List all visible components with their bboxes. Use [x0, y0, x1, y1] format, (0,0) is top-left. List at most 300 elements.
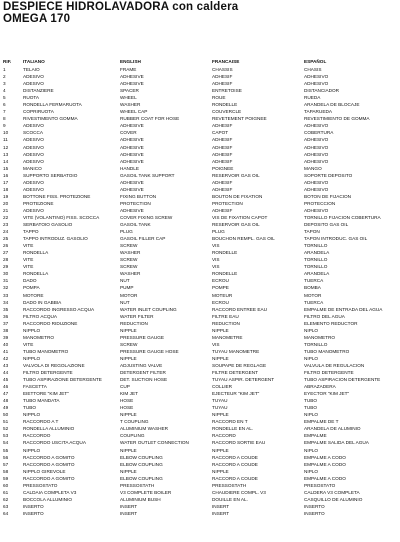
cell-italian: DADO	[23, 278, 37, 284]
table-header-row	[3, 57, 397, 66]
cell-english: NIPPLE	[120, 327, 137, 333]
cell-french: TUYAU ASPIR. DETERGENT	[212, 377, 275, 383]
cell-ref: 48	[3, 398, 9, 404]
cell-italian: PRESSOSTATO	[23, 482, 58, 488]
cell-english: INSERT	[120, 503, 138, 509]
cell-ref: 11	[3, 137, 8, 143]
cell-ref: 24	[3, 229, 9, 235]
cell-ref: 4	[3, 88, 6, 94]
cell-spanish: EMPALME DE T	[304, 419, 339, 425]
cell-ref: 23	[3, 222, 9, 228]
cell-english: ADHESIVE	[120, 74, 144, 80]
cell-ref: 47	[3, 391, 9, 397]
cell-english: ADJUSTING VALVE	[120, 362, 163, 368]
cell-ref: 39	[3, 334, 9, 340]
cell-italian: SUPPORTO SERBATOIO	[23, 172, 78, 178]
cell-french: ADHESIF	[212, 123, 233, 129]
cell-french: REVETEMENT POIGNEE	[212, 116, 267, 122]
cell-english: GASOIL TANK SUPPORT	[120, 172, 175, 178]
cell-italian: VITE	[23, 341, 34, 347]
column-header-french: FRANCAISE	[212, 59, 240, 64]
table-row	[3, 263, 397, 270]
cell-french: PRESSOSTATH	[212, 482, 247, 488]
cell-ref: 22	[3, 214, 9, 220]
cell-english: ELBOW COUPLING	[120, 475, 163, 481]
cell-french: VIS	[212, 243, 220, 249]
cell-ref: 25	[3, 236, 9, 242]
model-name: OMEGA 170	[3, 13, 71, 25]
cell-italian: VITE	[23, 257, 34, 263]
cell-english: WATER FILTER	[120, 313, 154, 319]
cell-spanish: NIPLO	[304, 468, 319, 474]
table-row	[3, 207, 397, 214]
cell-french: TUYAU	[212, 398, 228, 404]
cell-english: HOSE	[120, 405, 134, 411]
cell-ref: 52	[3, 426, 9, 432]
table-row	[3, 221, 397, 228]
cell-spanish: NIPLO	[304, 355, 319, 361]
cell-italian: BOTTONE FISS. PROTEZIONE	[23, 193, 91, 199]
cell-ref: 61	[3, 489, 9, 495]
cell-spanish: DISTANCIADOR	[304, 88, 340, 94]
cell-english: HANDLE	[120, 165, 140, 171]
cell-spanish: ADHESIVO	[304, 74, 329, 80]
cell-english: SCREW	[120, 264, 138, 270]
cell-french: POMPE	[212, 285, 229, 291]
cell-italian: ADESIVO	[23, 137, 44, 143]
cell-french: PLUG	[212, 229, 225, 235]
cell-english: PLUG	[120, 229, 133, 235]
table-row	[3, 496, 397, 503]
cell-english: ADHESIVE	[120, 81, 144, 87]
cell-spanish: ADHESIVO	[304, 186, 329, 192]
cell-french: MOTEUR	[212, 292, 233, 298]
cell-french: RONDELLE	[212, 250, 238, 256]
cell-italian: RIVESTIMENTO GOMMA	[23, 116, 78, 122]
table-row	[3, 313, 397, 320]
cell-english: ADHESIVE	[120, 151, 144, 157]
cell-spanish: REVESTIMIENTO DE GOMMA	[304, 116, 370, 122]
cell-italian: NIPPLO	[23, 447, 41, 453]
cell-italian: FILTRO ACQUA	[23, 313, 58, 319]
cell-spanish: ADHESIVO	[304, 158, 329, 164]
cell-spanish: CASQUILLO DE ALUMINIO	[304, 496, 363, 502]
cell-french: ECROU	[212, 299, 229, 305]
cell-french: ECROU	[212, 278, 229, 284]
cell-english: WHEEL CAP	[120, 109, 148, 115]
cell-italian: SERBATOIO GASOLIO	[23, 222, 73, 228]
table-row	[3, 144, 397, 151]
table-row	[3, 432, 397, 439]
cell-french: REDUCTION	[212, 320, 240, 326]
cell-french: CHAUDIERE COMPL. V3	[212, 489, 266, 495]
cell-ref: 32	[3, 285, 9, 291]
cell-english: ADHESIVE	[120, 158, 144, 164]
cell-spanish: INSERTO	[304, 503, 325, 509]
table-row	[3, 200, 397, 207]
table-row	[3, 292, 397, 299]
cell-italian: RACCORDO RIDUZIONE	[23, 320, 78, 326]
table-row	[3, 404, 397, 411]
cell-english: ELBOW COUPLING	[120, 461, 163, 467]
cell-english: FIXING BUTTON	[120, 193, 157, 199]
cell-italian: DADO IN GABBIA	[23, 299, 62, 305]
cell-spanish: ADHESIVO	[304, 179, 329, 185]
cell-english: ADHESIVE	[120, 179, 144, 185]
cell-italian: RACCORDO A GOMITO	[23, 454, 75, 460]
cell-english: ADHESIVE	[120, 123, 144, 129]
cell-french: PROTECTION	[212, 200, 243, 206]
cell-italian: TUBO MANDATA	[23, 398, 60, 404]
cell-french: COLLIER	[212, 384, 233, 390]
cell-ref: 1	[3, 67, 6, 72]
cell-french: BOUCHON REMPL. GAS OIL	[212, 236, 275, 242]
table-row	[3, 489, 397, 496]
table-row	[3, 468, 397, 475]
table-row	[3, 80, 397, 87]
cell-spanish: ARANDELA DE BLOCAJE	[304, 102, 360, 108]
cell-french: RACCORD	[212, 433, 236, 439]
cell-english: V3 COMPLETE BOILER	[120, 489, 172, 495]
cell-ref: 43	[3, 362, 9, 368]
table-row	[3, 369, 397, 376]
cell-english: SCREW	[120, 341, 138, 347]
cell-italian: POMPA	[23, 285, 40, 291]
cell-french: RESERVOIR GAS OIL	[212, 222, 260, 228]
cell-french: ADHESIF	[212, 151, 233, 157]
cell-french: ADHESIF	[212, 137, 233, 143]
cell-ref: 35	[3, 306, 9, 312]
cell-spanish: TUBO	[304, 398, 318, 404]
cell-ref: 57	[3, 461, 9, 467]
cell-ref: 59	[3, 475, 9, 481]
table-row	[3, 482, 397, 489]
cell-italian: RACCORDO A GOMITO	[23, 475, 75, 481]
cell-french: NIPPLE	[212, 355, 229, 361]
cell-spanish: RUEDA	[304, 95, 321, 101]
cell-italian: BOCCOLA ALLUMINIO	[23, 496, 72, 502]
cell-italian: ADESIVO	[23, 186, 44, 192]
cell-french: RACCORD EN T	[212, 419, 248, 425]
cell-french: ADHESIF	[212, 74, 233, 80]
cell-italian: RUOTA	[23, 95, 40, 101]
cell-english: WHEEL	[120, 95, 137, 101]
cell-french: NIPPLE	[212, 468, 229, 474]
cell-english: ALUMINIUM BUSH	[120, 496, 161, 502]
cell-spanish: EMPALME A CODO	[304, 454, 346, 460]
cell-english: NIPPLE	[120, 355, 137, 361]
table-row	[3, 411, 397, 418]
cell-english: KIM JET	[120, 391, 138, 397]
cell-english: COUPLING	[120, 433, 145, 439]
cell-italian: COPRIRUOTA	[23, 109, 54, 115]
cell-italian: RACCORDO	[23, 433, 51, 439]
cell-french: ROUE	[212, 95, 226, 101]
cell-english: WATER INLET COUPLING	[120, 306, 177, 312]
table-row	[3, 94, 397, 101]
cell-italian: VITE (VOLANTINO) FISS. SCOCCA	[23, 214, 100, 220]
cell-french: MANOMETRE	[212, 334, 243, 340]
cell-spanish: TUERCA	[304, 278, 324, 284]
table-row	[3, 115, 397, 122]
cell-ref: 10	[3, 130, 9, 136]
cell-ref: 36	[3, 313, 9, 319]
cell-ref: 14	[3, 158, 9, 164]
cell-ref: 64	[3, 510, 9, 516]
table-row	[3, 425, 397, 432]
cell-french: RACCORD ENTREE EAU	[212, 306, 267, 312]
cell-english: ALUMINIUM WASHER	[120, 426, 169, 432]
table-row	[3, 193, 397, 200]
cell-english: MOTOR	[120, 292, 138, 298]
cell-italian: ADESIVO	[23, 158, 44, 164]
cell-french: NIPPLE	[212, 447, 229, 453]
table-row	[3, 461, 397, 468]
table-row	[3, 475, 397, 482]
table-row	[3, 172, 397, 179]
cell-spanish: PRESOSTATO	[304, 482, 336, 488]
cell-ref: 13	[3, 151, 9, 157]
table-row	[3, 186, 397, 193]
cell-french: VIS	[212, 341, 220, 347]
cell-italian: ADESIVO	[23, 81, 44, 87]
cell-ref: 20	[3, 200, 9, 206]
cell-english: ADHESIVE	[120, 137, 144, 143]
cell-spanish: FILTRO DETERGENTE	[304, 370, 354, 376]
table-row	[3, 510, 397, 517]
cell-french: NIPPLE	[212, 327, 229, 333]
table-row	[3, 122, 397, 129]
cell-english: PRESSURE GAUGE	[120, 334, 165, 340]
cell-english: NUT	[120, 299, 130, 305]
cell-italian: SCOCCA	[23, 130, 44, 136]
cell-english: FRAME	[120, 67, 137, 72]
cell-french: RONDELLE	[212, 271, 238, 277]
cell-ref: 42	[3, 355, 9, 361]
cell-italian: MOTORE	[23, 292, 44, 298]
cell-ref: 9	[3, 123, 6, 129]
cell-italian: MANICO	[23, 165, 42, 171]
table-row	[3, 73, 397, 80]
cell-italian: RACCORDO A T	[23, 419, 59, 425]
cell-italian: VALVOLA DI REGOLAZIONE	[23, 362, 85, 368]
cell-ref: 46	[3, 384, 9, 390]
table-row	[3, 439, 397, 446]
cell-english: ADHESIVE	[120, 207, 144, 213]
cell-ref: 18	[3, 186, 9, 192]
cell-italian: TUBO	[23, 405, 37, 411]
cell-ref: 33	[3, 292, 9, 298]
cell-spanish: TUBO MANOMETRO	[304, 348, 350, 354]
cell-french: COUVERCLE	[212, 109, 242, 115]
cell-ref: 15	[3, 165, 9, 171]
cell-ref: 55	[3, 447, 9, 453]
cell-spanish: MOTOR	[304, 292, 322, 298]
cell-italian: FASCETTA	[23, 384, 47, 390]
cell-spanish: ADHESIVO	[304, 207, 329, 213]
cell-english: COVER FIXING SCREW	[120, 214, 173, 220]
cell-spanish: TORNILLO	[304, 257, 328, 263]
cell-english: DETERGENT FILTER	[120, 370, 166, 376]
table-row	[3, 179, 397, 186]
table-row	[3, 277, 397, 284]
cell-english: WASHER	[120, 102, 141, 108]
cell-spanish: ARANDELA	[304, 271, 330, 277]
table-row	[3, 348, 397, 355]
cell-french: ADHESIF	[212, 207, 233, 213]
table-row	[3, 101, 397, 108]
cell-english: DET. SUCTION HOSE	[120, 377, 168, 383]
table-row	[3, 341, 397, 348]
cell-spanish: TORNILLO	[304, 341, 328, 347]
cell-ref: 12	[3, 144, 9, 150]
cell-italian: INSERTO	[23, 510, 44, 516]
cell-french: RONDELLE	[212, 102, 238, 108]
cell-italian: ADESIVO	[23, 207, 44, 213]
cell-english: SCREW	[120, 243, 138, 249]
cell-english: PUMP	[120, 285, 134, 291]
cell-italian: NIPPLO	[23, 327, 41, 333]
cell-english: T COUPLING	[120, 419, 149, 425]
cell-ref: 45	[3, 377, 9, 383]
cell-french: ADHESIF	[212, 81, 233, 87]
cell-italian: INSERTO	[23, 503, 44, 509]
table-row	[3, 242, 397, 249]
cell-ref: 5	[3, 95, 6, 101]
cell-english: ADHESIVE	[120, 186, 144, 192]
cell-english: ELBOW COUPLING	[120, 454, 163, 460]
cell-english: PROTECTION	[120, 200, 151, 206]
cell-ref: 40	[3, 341, 9, 347]
cell-ref: 53	[3, 433, 9, 439]
cell-italian: CALDAIA COMPLETA V3	[23, 489, 77, 495]
cell-ref: 29	[3, 264, 9, 270]
table-row	[3, 390, 397, 397]
cell-italian: NIPPLO	[23, 412, 41, 418]
table-row	[3, 362, 397, 369]
table-row	[3, 129, 397, 136]
column-header-italian: ITALIANO	[23, 59, 45, 64]
cell-spanish: ADHESIVO	[304, 151, 329, 157]
cell-english: NIPPLE	[120, 412, 137, 418]
cell-ref: 16	[3, 172, 9, 178]
cell-ref: 7	[3, 109, 6, 115]
cell-french: TUYAU	[212, 405, 228, 411]
table-row	[3, 306, 397, 313]
cell-english: PRESSURE GAUGE HOSE	[120, 348, 179, 354]
cell-italian: PROTEZIONE	[23, 200, 54, 206]
cell-spanish: TUBO	[304, 405, 318, 411]
table-row	[3, 235, 397, 242]
cell-french: ADHESIF	[212, 186, 233, 192]
table-row	[3, 383, 397, 390]
cell-french: EJECTEUR "KIM JET"	[212, 391, 260, 397]
cell-spanish: BOMBA	[304, 285, 321, 291]
cell-spanish: TORNILLO FIJACION COBERTURA	[304, 214, 381, 220]
cell-italian: ADESIVO	[23, 144, 44, 150]
cell-spanish: NIPLO	[304, 412, 319, 418]
cell-french: RACCORD A COUDE	[212, 461, 258, 467]
cell-spanish: EMPALME DE ENTRADA DEL AGUA	[304, 306, 383, 312]
cell-spanish: PROTECCION	[304, 200, 336, 206]
cell-italian: ADESIVO	[23, 123, 44, 129]
table-row	[3, 418, 397, 425]
cell-italian: RACCORDO INGRESSO ACQUA	[23, 306, 95, 312]
table-row	[3, 397, 397, 404]
cell-spanish: EYECTOR "KIM JET"	[304, 391, 350, 397]
cell-spanish: FILTRO DEL AGUA	[304, 313, 345, 319]
cell-spanish: EMPALME A CODO	[304, 461, 346, 467]
cell-italian: NIPPLO	[23, 355, 41, 361]
cell-ref: 27	[3, 250, 9, 256]
cell-spanish: NIPLO	[304, 327, 319, 333]
cell-ref: 31	[3, 278, 9, 284]
cell-french: ENTRETOISE	[212, 88, 242, 94]
cell-spanish: CALDERA V3 COMPLETA	[304, 489, 360, 495]
cell-french: POIGNEE	[212, 165, 234, 171]
cell-french: TUYAU MANOMETRE	[212, 348, 260, 354]
column-header-ref: RIF.	[3, 59, 12, 64]
cell-ref: 38	[3, 327, 9, 333]
cell-italian: TUBO MANOMETRO	[23, 348, 69, 354]
table-row	[3, 299, 397, 306]
cell-ref: 2	[3, 74, 6, 80]
cell-english: RUBBER COAT FOR HOSE	[120, 116, 180, 122]
cell-italian: VITE	[23, 243, 34, 249]
table-row	[3, 334, 397, 341]
cell-italian: RONDELLA ALLUMINIO	[23, 426, 75, 432]
cell-spanish: ADHESIVO	[304, 144, 329, 150]
table-row	[3, 214, 397, 221]
cell-spanish: CHASIS	[304, 67, 322, 72]
cell-spanish: ELEMENTO REDUCTOR	[304, 320, 358, 326]
cell-french: RACCORD A COUDE	[212, 475, 258, 481]
cell-ref: 51	[3, 419, 9, 425]
cell-english: NIPPLE	[120, 447, 137, 453]
table-row	[3, 249, 397, 256]
cell-spanish: MANOMETRO	[304, 334, 335, 340]
table-row	[3, 158, 397, 165]
cell-spanish: TORNILLO	[304, 264, 328, 270]
cell-spanish: VALVULA DE REGULACION	[304, 362, 365, 368]
cell-italian: RONDELLA FERMARUOTA	[23, 102, 82, 108]
table-row	[3, 454, 397, 461]
cell-spanish: TAPON	[304, 229, 320, 235]
table-row	[3, 320, 397, 327]
cell-spanish: EMPALME	[304, 433, 327, 439]
cell-italian: ADESIVO	[23, 74, 44, 80]
cell-italian: MANOMETRO	[23, 334, 54, 340]
cell-spanish: ADHESIVO	[304, 137, 329, 143]
cell-french: DOUILLE EN AL.	[212, 496, 248, 502]
cell-english: GASOIL TANK	[120, 222, 151, 228]
cell-italian: EIETTORE "KIM JET"	[23, 391, 69, 397]
cell-ref: 54	[3, 440, 9, 446]
cell-ref: 8	[3, 116, 6, 122]
cell-spanish: EMPALME A CODO	[304, 475, 346, 481]
cell-french: BOUTON DE FIXATION	[212, 193, 263, 199]
parts-table	[3, 57, 397, 517]
cell-english: PRESSOSTATH	[120, 482, 155, 488]
cell-french: RACCORD A COUDE	[212, 454, 258, 460]
cell-spanish: ADHESIVO	[304, 81, 329, 87]
cell-ref: 50	[3, 412, 9, 418]
cell-spanish: COBERTURA	[304, 130, 334, 136]
cell-ref: 56	[3, 454, 9, 460]
cell-ref: 63	[3, 503, 9, 509]
cell-spanish: TUERCA	[304, 299, 324, 305]
cell-italian: TUBO ASPIRAZIONE DETERGENTE	[23, 377, 102, 383]
